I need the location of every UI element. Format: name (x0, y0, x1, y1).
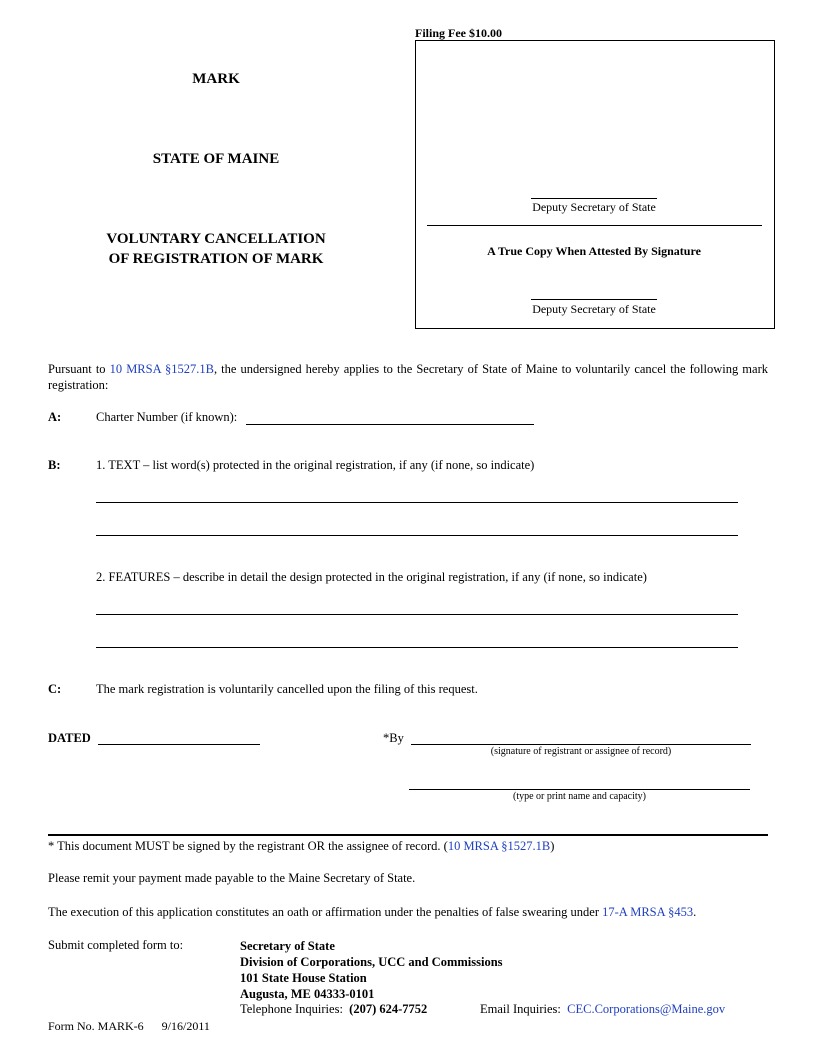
intro-paragraph: Pursuant to 10 MRSA §1527.1B, the undersigned hereby applies to the Secretary of State of Maine to voluntarily cancel the following mark registration: (48, 362, 768, 392)
form-title-line2: OF REGISTRATION OF MARK (108, 251, 324, 267)
filing-fee: Filing Fee $10.00 (415, 26, 502, 40)
deputy-label-1: Deputy Secretary of State (532, 200, 656, 214)
deputy-signature-line-1 (531, 198, 657, 199)
text-field-line-1[interactable] (96, 502, 738, 503)
text-item-label: 1. TEXT – list word(s) protected in the original registration, if any (if none, so indicate) (96, 458, 535, 472)
submit-label: Submit completed form to: (48, 938, 184, 952)
by-label: *By (383, 731, 404, 745)
signature-field[interactable] (411, 744, 751, 745)
form-number: Form No. MARK-6 9/16/2011 (48, 1019, 210, 1033)
deputy-label-2: Deputy Secretary of State (532, 302, 656, 316)
email-line: Email Inquiries: CEC.Corporations@Maine.gov (480, 1002, 726, 1016)
section-b-label: B: (48, 458, 61, 472)
name-capacity-caption: (type or print name and capacity) (513, 791, 646, 802)
telephone-line: Telephone Inquiries: (207) 624-7752 (240, 1002, 428, 1016)
section-a-label: A: (48, 410, 62, 424)
remit-text: Please remit your payment made payable to the Maine Secretary of State. (48, 871, 416, 885)
footer-divider (48, 834, 768, 836)
note-statute-link[interactable]: 10 MRSA §1527.1B (447, 839, 551, 853)
charter-number-field[interactable] (246, 424, 534, 425)
email-link[interactable]: CEC.Corporations@Maine.gov (567, 1002, 726, 1016)
telephone-number: (207) 624-7752 (349, 1002, 428, 1016)
dated-field[interactable] (98, 744, 260, 745)
charter-number-label: Charter Number (if known): (96, 410, 238, 424)
section-c-label: C: (48, 682, 62, 696)
address-line-1: Secretary of State (240, 939, 335, 953)
form-title-line1: VOLUNTARY CANCELLATION (106, 231, 326, 247)
state-heading: STATE OF MAINE (152, 151, 280, 167)
address-line-3: 101 State House Station (240, 971, 367, 985)
address-line-4: Augusta, ME 04333-0101 (240, 987, 375, 1001)
true-copy-text: A True Copy When Attested By Signature (487, 244, 701, 258)
oath-text: The execution of this application constitutes an oath or affirmation under the penalties of false swearing under 17-A MRSA §453. (48, 905, 697, 919)
filing-box (415, 40, 775, 329)
signature-caption: (signature of registrant or assignee of record) (490, 746, 672, 757)
text-field-line-2[interactable] (96, 535, 738, 536)
features-field-line-1[interactable] (96, 614, 738, 615)
deputy-signature-line-2 (531, 299, 657, 300)
mailing-address (240, 938, 503, 1002)
dated-label: DATED (48, 731, 91, 745)
form-mark-heading: MARK (192, 71, 240, 87)
statute-link[interactable]: 10 MRSA §1527.1B (109, 362, 214, 376)
section-c-text: The mark registration is voluntarily cancelled upon the filing of this request. (96, 682, 478, 696)
form-date: 9/16/2011 (161, 1019, 210, 1033)
features-item-label: 2. FEATURES – describe in detail the design protected in the original registration, if any (if none, so indicate) (96, 570, 647, 584)
features-field-line-2[interactable] (96, 647, 738, 648)
signature-note: * This document MUST be signed by the registrant OR the assignee of record. (10 MRSA §1527.1B) (48, 839, 555, 853)
box-divider (427, 225, 762, 226)
name-capacity-field[interactable] (409, 789, 750, 790)
address-line-2: Division of Corporations, UCC and Commissions (240, 955, 503, 969)
oath-statute-link[interactable]: 17-A MRSA §453 (602, 905, 694, 919)
